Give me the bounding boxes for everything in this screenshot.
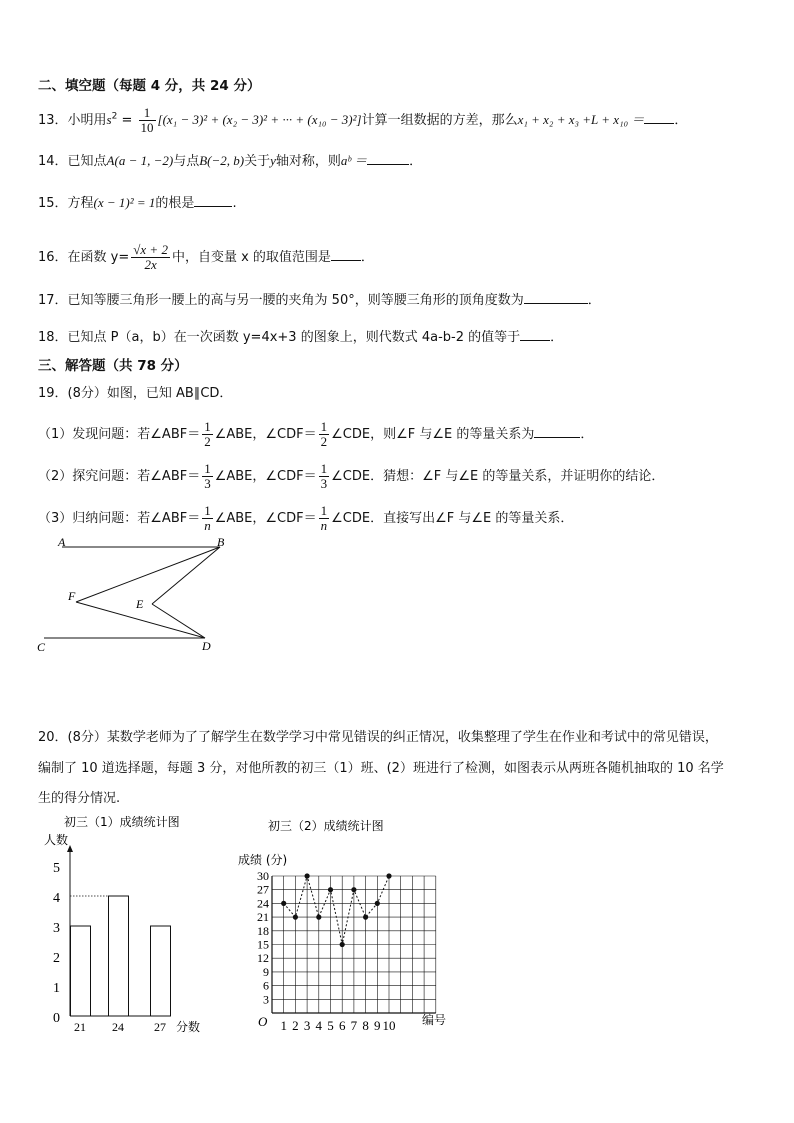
chart2-x-ticks: [280, 1018, 395, 1033]
q17-end: ．: [587, 293, 601, 308]
q14-text-b: 与点: [173, 154, 200, 169]
q14-y: y: [270, 153, 276, 168]
chart2-ylabel: 成绩 (分): [238, 853, 288, 867]
q19-p1-text-b: ∠ABE，∠CDF＝: [214, 427, 317, 442]
q16-fraction: [131, 243, 170, 272]
chart2-data-point: [328, 887, 333, 892]
chart2-y-tick-label: 3: [263, 992, 269, 1007]
chart2-title: 初三（2）成绩统计图: [268, 819, 384, 833]
chart1-ylabel: 人数: [44, 833, 69, 847]
q19-p1-d2: 2: [320, 434, 328, 449]
chart1-x-tick-label: 24: [112, 1020, 124, 1034]
chart2-data-point: [305, 873, 310, 878]
q19-p1-text-a: （1）发现问题：若∠ABF＝: [38, 427, 201, 442]
chart2-data-point: [375, 901, 380, 906]
label-f: F: [68, 589, 76, 603]
segment-bf: [76, 547, 220, 602]
chart2-x-tick-label: 1: [280, 1018, 287, 1033]
segment-ed: [152, 604, 205, 638]
chart2-y-tick-label: 24: [257, 896, 269, 911]
chart1-y-ticks: [53, 861, 60, 1026]
q19-p3-d2: n: [320, 518, 328, 533]
question-19-stem: 19．(8分）如图，已知 AB∥CD．: [38, 386, 233, 401]
q19-p2-n1: 1: [204, 461, 211, 476]
q19-geometry-figure: [30, 532, 230, 656]
chart2-y-tick-label: 9: [263, 964, 269, 979]
question-20-line-2: 编制了 10 道选择题，每题 3 分，对他所教的初三（1）班、(2）班进行了检测，如图表示从两班各随机抽取的 10 名学: [38, 761, 724, 776]
chart1-bar: [109, 896, 129, 1016]
chart2-data-point: [363, 915, 368, 920]
q13-num: 1: [139, 106, 156, 121]
q18-text: 18．已知点 P（a，b）在一次函数 y=4x+3 的图象上，则代数式 4a-b-2 的值等于: [38, 330, 521, 345]
chart1-y-tick-label: 3: [53, 921, 60, 936]
q14-text-a: 14．已知点: [38, 154, 107, 169]
q13-eq: =: [117, 113, 137, 128]
chart1-guides: [70, 896, 108, 926]
question-19-part-1: [38, 420, 593, 449]
q19-p3-d1: n: [204, 518, 211, 533]
q14-text-c: 关于: [244, 154, 271, 169]
chart1-bar: [71, 926, 91, 1016]
chart2-grid: [272, 876, 436, 1013]
chart2-data-point: [293, 915, 298, 920]
chart2-data-point: [351, 887, 356, 892]
q19-p1-answer-blank[interactable]: [534, 423, 580, 438]
chart2-series: [281, 873, 391, 947]
chart1-y-tick-label: 5: [53, 861, 60, 876]
q16-end: ．: [360, 250, 374, 265]
q13-den: 10: [140, 120, 154, 135]
chart2-data-point: [386, 873, 391, 878]
question-16: [38, 243, 374, 272]
q19-p2-text-a: （2）探究问题：若∠ABF＝: [38, 469, 201, 484]
question-17: [38, 289, 601, 311]
label-d: D: [202, 639, 211, 653]
q14-point-b: B(−2, b): [199, 153, 245, 168]
q14-end: ．: [409, 154, 423, 169]
chart2-origin: O: [258, 1014, 268, 1029]
chart1-x-ticks: [74, 1020, 166, 1034]
q13-sum: x₁ + x₂ + x₃ +L + x₁₀ ＝: [517, 112, 645, 127]
q16-text-a: 16．在函数 y=: [38, 250, 130, 265]
chart1-title: 初三（1）成绩统计图: [64, 815, 180, 829]
q15-end: .: [232, 196, 237, 211]
q16-den: 2x: [144, 257, 157, 272]
q19-p3-text-b: ∠ABE，∠CDF＝: [214, 511, 317, 526]
question-19-part-3: [38, 504, 573, 533]
chart2-x-tick-label: 10: [382, 1018, 396, 1033]
q19-p2-fraction-2: [319, 462, 330, 491]
q18-end: ．: [550, 330, 564, 345]
chart1-y-tick-label: 2: [53, 951, 60, 966]
chart2-y-tick-label: 21: [257, 910, 269, 925]
class1-bar-chart: [28, 812, 228, 1042]
q15-text-a: 15．方程: [38, 196, 94, 211]
q13-answer-blank[interactable]: [644, 109, 674, 124]
q19-p1-fraction-1: [202, 420, 213, 449]
chart2-y-ticks: [257, 869, 269, 1006]
label-a: A: [58, 535, 66, 549]
chart2-xlabel: 编号: [422, 1013, 447, 1027]
q19-p2-text-b: ∠ABE，∠CDF＝: [214, 469, 317, 484]
chart2-x-tick-label: 9: [374, 1018, 381, 1033]
chart2-y-tick-label: 27: [257, 882, 269, 897]
q19-p1-n1: 1: [204, 419, 211, 434]
chart1-x-tick-label: 27: [154, 1020, 166, 1034]
q17-text: 17．已知等腰三角形一腰上的高与另一腰的夹角为 50°，则等腰三角形的顶角度数为: [38, 293, 524, 308]
q19-p2-fraction-1: [202, 462, 213, 491]
q13-bracket: [(x₁ − 3)² + (x₂ − 3)² + ··· + (x₁₀ − 3)²]: [157, 112, 362, 127]
chart2-y-tick-label: 18: [257, 923, 269, 938]
q13-fraction: [139, 106, 156, 135]
q19-p1-fraction-2: [319, 420, 330, 449]
chart1-y-tick-label: 0: [53, 1011, 60, 1026]
chart1-bars: [71, 896, 171, 1016]
q19-p2-text-c: ∠CDE．猜想：∠F 与∠E 的等量关系，并证明你的结论．: [331, 469, 665, 484]
chart2-data-point: [281, 901, 286, 906]
label-b: B: [217, 535, 225, 549]
chart1-y-tick-label: 1: [53, 981, 60, 996]
q14-point-a: A(a − 1, −2): [106, 153, 174, 168]
chart2-data-point: [340, 942, 345, 947]
chart1-x-tick-label: 21: [74, 1020, 86, 1034]
label-e: E: [136, 597, 144, 611]
q19-p3-text-a: （3）归纳问题：若∠ABF＝: [38, 511, 201, 526]
q19-p3-fraction-2: [319, 504, 330, 533]
q19-p1-d1: 2: [204, 434, 211, 449]
q15-equation: (x − 1)² = 1: [93, 195, 156, 210]
chart2-y-tick-label: 30: [257, 869, 269, 883]
question-14: [38, 150, 422, 172]
q19-p2-d2: 3: [320, 476, 328, 491]
q19-p1-end: ．: [580, 427, 594, 442]
question-15: [38, 192, 237, 214]
section-solve-title: 三、解答题（共 78 分）: [38, 358, 188, 374]
chart1-y-tick-label: 4: [53, 891, 60, 906]
q15-text-b: 的根是: [155, 196, 195, 211]
chart2-data-point: [316, 915, 321, 920]
q13-text-b: 计算一组数据的方差，那么: [361, 113, 518, 128]
q13-sq: 2: [111, 111, 118, 122]
q16-num: √x + 2: [133, 242, 168, 257]
q14-answer-blank[interactable]: [367, 150, 409, 165]
question-19-part-2: [38, 462, 664, 491]
class2-line-chart: [232, 812, 472, 1042]
q13-s: s: [106, 112, 112, 127]
chart2-x-tick-label: 3: [303, 1018, 311, 1033]
segment-be: [152, 547, 220, 604]
q16-answer-blank[interactable]: [331, 246, 361, 261]
q14-ab: aᵇ ＝: [340, 153, 368, 168]
chart2-x-tick-label: 7: [350, 1018, 358, 1033]
chart2-x-tick-label: 2: [292, 1018, 299, 1033]
chart1-xlabel: 分数: [176, 1020, 201, 1034]
q14-text-d: 轴对称，则: [275, 154, 341, 169]
q19-p3-fraction-1: [202, 504, 213, 533]
chart1-bar: [151, 926, 171, 1016]
question-18: [38, 326, 563, 348]
q19-p2-d1: 3: [204, 476, 211, 491]
q19-p3-n2: 1: [320, 503, 328, 518]
question-20-line-3: 生的得分情况.: [38, 791, 121, 806]
q18-answer-blank[interactable]: [520, 326, 550, 341]
chart2-series-line: [284, 876, 389, 945]
q16-text-b: 中，自变量 x 的取值范围是: [171, 250, 331, 265]
q13-end: ．: [674, 113, 688, 128]
label-c: C: [37, 640, 46, 654]
chart2-y-tick-label: 6: [263, 978, 269, 993]
q19-p2-n2: 1: [320, 461, 328, 476]
chart2-x-tick-label: 8: [362, 1018, 369, 1033]
q13-text-a: 13．小明用: [38, 113, 107, 128]
q15-answer-blank[interactable]: [194, 192, 232, 207]
chart2-x-tick-label: 6: [338, 1018, 346, 1033]
q19-p1-text-c: ∠CDE，则∠F 与∠E 的等量关系为: [331, 427, 535, 442]
question-20-line-1: 20．(8分）某数学老师为了了解学生在数学学习中常见错误的纠正情况，收集整理了学生在作业和考试中的常见错误，: [38, 730, 718, 745]
q19-p3-text-c: ∠CDE．直接写出∠F 与∠E 的等量关系．: [331, 511, 574, 526]
chart2-x-tick-label: 4: [315, 1018, 323, 1033]
question-13: [38, 106, 687, 135]
chart2-y-tick-label: 12: [257, 951, 269, 966]
section-fill-title: 二、填空题（每题 4 分，共 24 分）: [38, 78, 261, 94]
chart2-y-tick-label: 15: [257, 937, 269, 952]
q19-p1-n2: 1: [320, 419, 328, 434]
chart2-x-tick-label: 5: [327, 1018, 334, 1033]
q17-answer-blank[interactable]: [524, 289, 588, 304]
q19-p3-n1: 1: [204, 503, 211, 518]
